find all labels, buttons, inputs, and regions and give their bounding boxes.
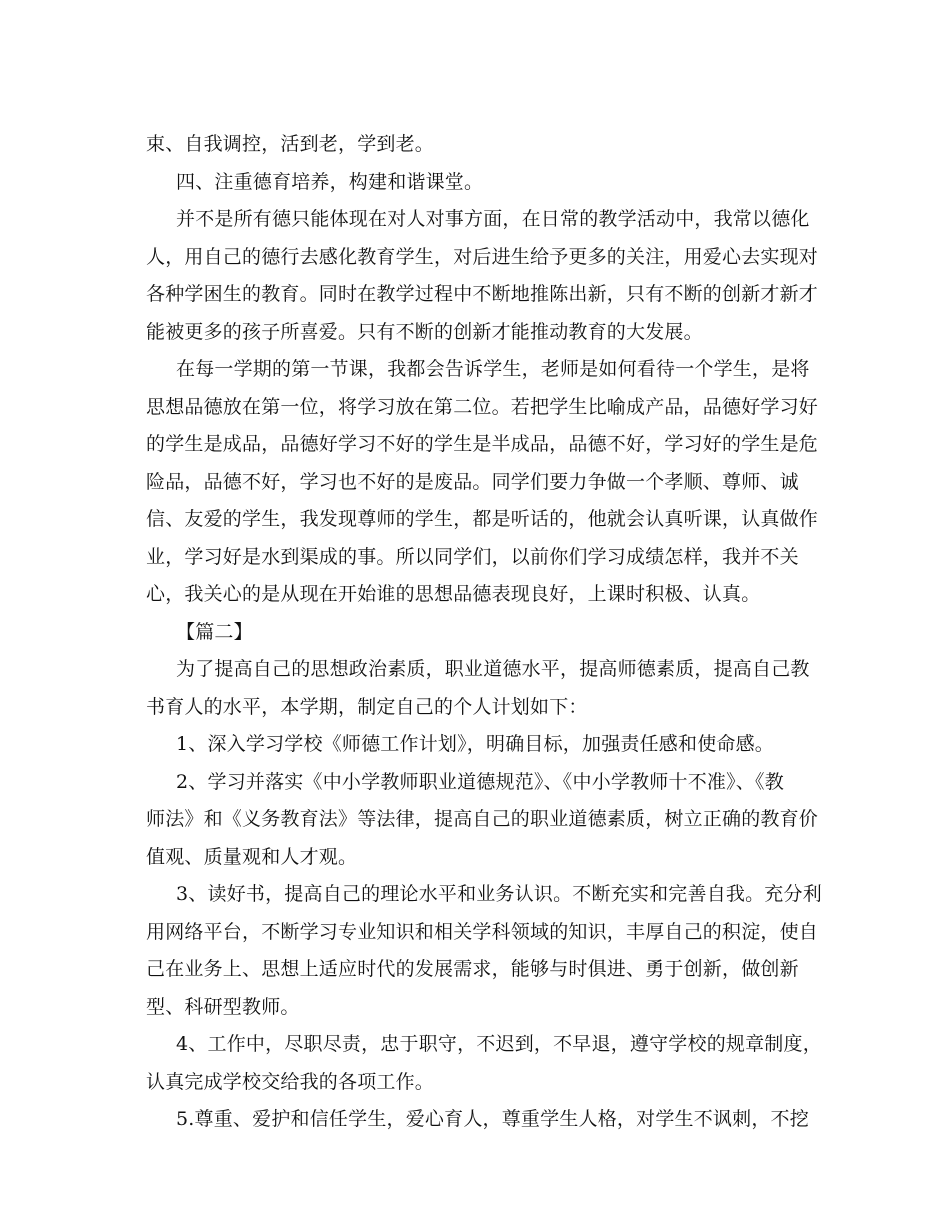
text-line: 值观、质量观和人才观。 <box>146 845 358 868</box>
text-line: 师法》和《义务教育法》等法律，提高自己的职业道德素质，树立正确的教育价 <box>146 808 819 830</box>
text-line: 人，用自己的德行去感化教育学生，对后进生给予更多的关注，用爱心去实现对 <box>146 245 819 268</box>
list-item: 3、读好书，提高自己的理论水平和业务认识。不断充实和完善自我。充分利 <box>176 883 822 905</box>
list-item: 4、工作中，尽职尽责，忠于职守，不迟到，不早退，遵守学校的规章制度， <box>176 1033 822 1055</box>
text-line: 在每一学期的第一节课，我都会告诉学生，老师是如何看待一个学生，是将 <box>176 358 810 380</box>
list-item: 1、深入学习学校《师德工作计划》，明确目标，加强责任感和使命感。 <box>176 733 774 755</box>
text-line: 型、科研型教师。 <box>146 995 300 1018</box>
text-line: 用网络平台，不断学习专业知识和相关学科领域的知识，丰厚自己的积淀，使自 <box>146 920 819 943</box>
section-heading: 四、注重德育培养，构建和谐课堂。 <box>176 170 484 193</box>
text-line: 认真完成学校交给我的各项工作。 <box>146 1070 435 1093</box>
text-line: 己在业务上、思想上适应时代的发展需求，能够与时俱进、勇于创新，做创新 <box>146 958 799 980</box>
text-line: 险品，品德不好，学习也不好的是废品。同学们要力争做一个孝顺、尊师、诚 <box>146 470 799 493</box>
list-item: 5.尊重、爱护和信任学生，爱心育人，尊重学生人格，对学生不讽刺，不挖 <box>176 1108 809 1130</box>
text-line: 各种学困生的教育。同时在教学过程中不断地推陈出新，只有不断的创新才新才 <box>146 283 819 305</box>
text-line: 的学生是成品，品德好学习不好的学生是半成品，品德不好，学习好的学生是危 <box>146 433 819 455</box>
text-line: 信、友爱的学生，我发现尊师的学生，都是听话的，他就会认真听课，认真做作 <box>146 508 819 530</box>
text-line: 并不是所有德只能体现在对人对事方面，在日常的教学活动中，我常以德化 <box>176 208 810 230</box>
text-line: 为了提高自己的思想政治素质，职业道德水平，提高师德素质，提高自己教 <box>176 658 810 680</box>
document-body <box>146 126 822 1139</box>
text-line: 心，我关心的是从现在开始谁的思想品德表现良好，上课时积极、认真。 <box>146 583 761 605</box>
text-line: 书育人的水平，本学期，制定自己的个人计划如下： <box>146 695 588 718</box>
text-line: 束、自我调控，活到老，学到老。 <box>146 133 435 155</box>
section-heading: 【篇二】 <box>176 620 253 643</box>
text-line: 业，学习好是水到渠成的事。所以同学们，以前你们学习成绩怎样，我并不关 <box>146 545 799 568</box>
text-line: 思想品德放在第一位，将学习放在第二位。若把学生比喻成产品，品德好学习好 <box>146 395 819 418</box>
list-item: 2、学习并落实《中小学教师职业道德规范》、《中小学教师十不准》、《教 <box>176 770 784 793</box>
text-line: 能被更多的孩子所喜爱。只有不断的创新才能推动教育的大发展。 <box>146 320 703 343</box>
